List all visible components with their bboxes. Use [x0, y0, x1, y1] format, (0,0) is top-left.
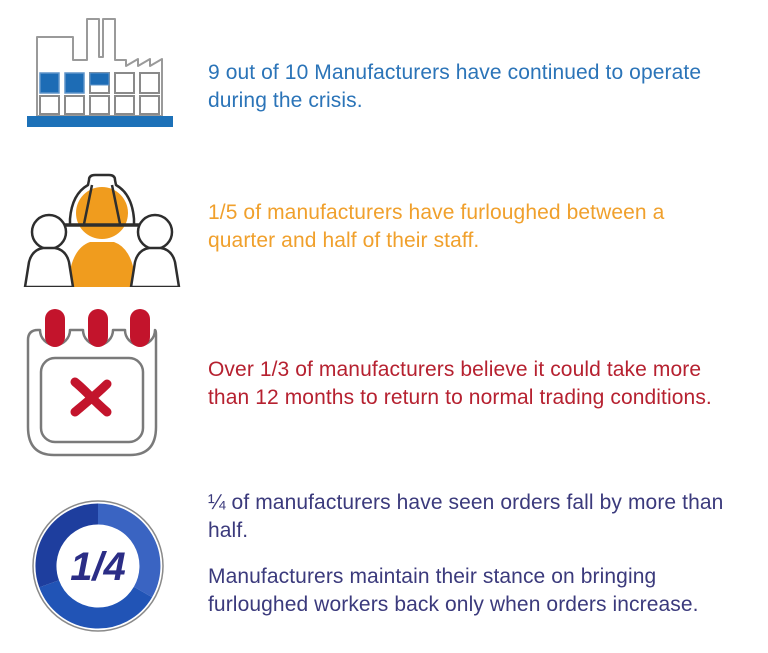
calendar-ring — [88, 309, 108, 347]
ring-fraction-label: 1/4 — [70, 545, 126, 589]
window-empty — [90, 96, 109, 114]
workers-hardhat-icon — [22, 165, 182, 287]
window-empty — [115, 96, 134, 114]
stat-furlough-text — [208, 199, 686, 255]
person-head — [32, 215, 66, 249]
stat-text: 1/5 of manufacturers have furloughed between a quarter and half of their staff. — [208, 201, 665, 252]
stat-text: 9 out of 10 Manufacturers have continued to operate during the crisis. — [208, 61, 702, 112]
stat-text-secondary: Manufacturers maintain their stance on bringing furloughed workers back only when orders increase. — [208, 565, 699, 616]
person-body — [131, 248, 179, 287]
person-head — [138, 215, 172, 249]
worker-head — [76, 187, 128, 239]
person-body — [25, 248, 73, 287]
calendar-ring — [45, 309, 65, 347]
window-empty — [40, 96, 59, 114]
window-filled — [65, 73, 84, 93]
factory-icon — [27, 10, 173, 134]
window-empty — [140, 96, 159, 114]
calendar-x-icon — [25, 306, 159, 458]
window-empty — [65, 96, 84, 114]
factory-base-bar — [27, 116, 173, 127]
quarter-ring-icon — [24, 492, 172, 640]
window-empty — [115, 73, 134, 93]
stat-orders-text — [208, 489, 742, 619]
window-filled — [40, 73, 59, 93]
worker-body — [68, 242, 136, 287]
stat-text: Over 1/3 of manufacturers believe it could take more than 12 months to return to normal trading conditions. — [208, 358, 712, 409]
stat-operations-text — [208, 59, 703, 115]
window-half-filled — [90, 73, 109, 85]
stat-text: ¼ of manufacturers have seen orders fall by more than half. — [208, 491, 724, 542]
stat-recovery-text — [208, 356, 716, 412]
window-empty — [140, 73, 159, 93]
calendar-ring — [130, 309, 150, 347]
